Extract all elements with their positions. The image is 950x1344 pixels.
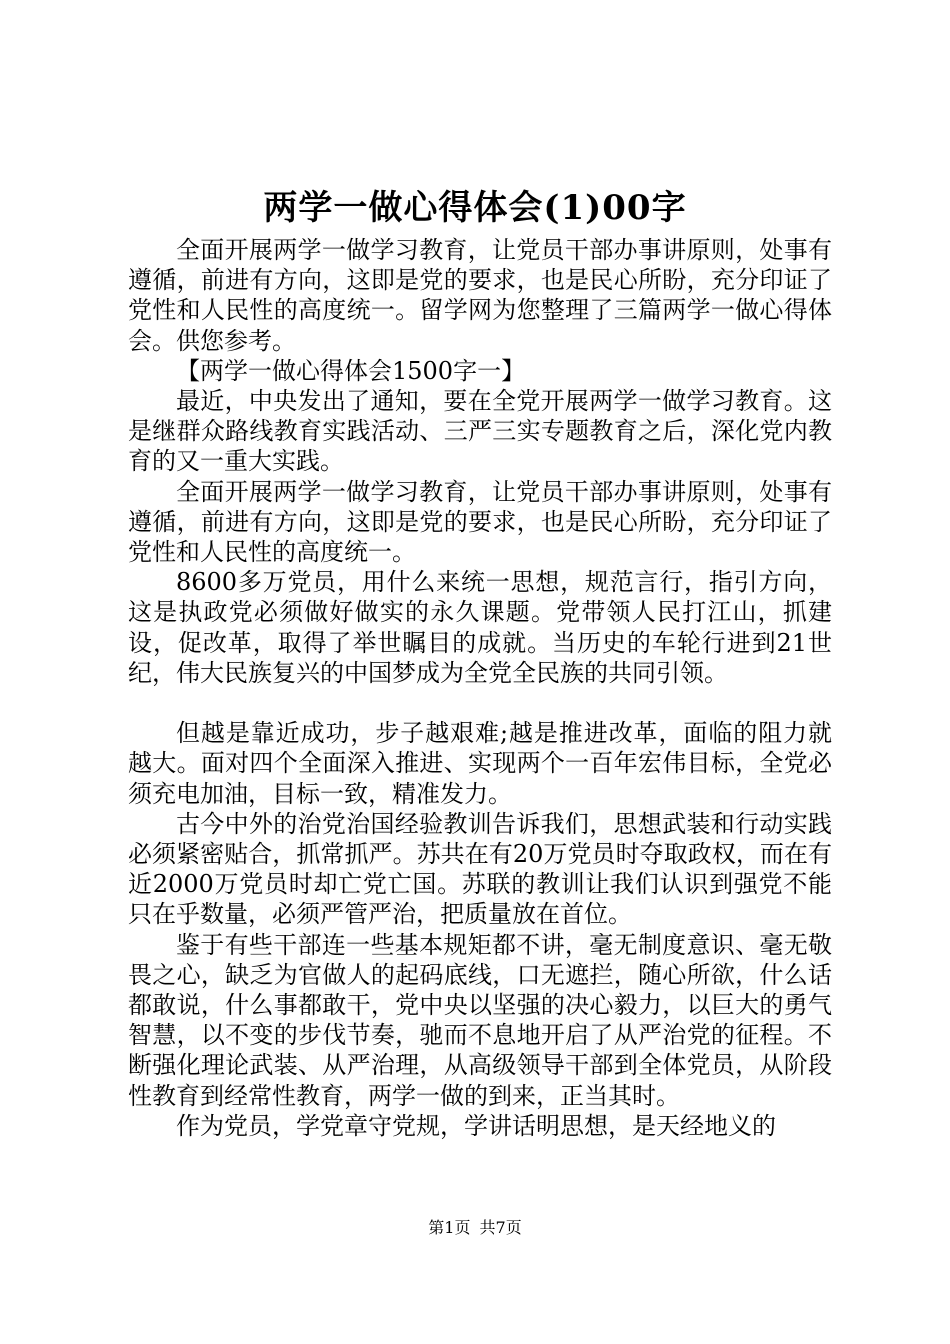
- paragraph: 作为党员，学党章守党规，学讲话明思想，是天经地义的: [176, 1111, 776, 1140]
- page-total: 共7页: [479, 1218, 522, 1237]
- paragraph: 但越是靠近成功，步子越艰难;越是推进改革，面临的阻力就越大。面对四个全面深入推进、实现两个一百年宏伟目标，全党必须充电加油，目标一致，精准发力。: [128, 719, 832, 808]
- section-heading: 【两学一做心得体会1500字一】: [176, 356, 526, 385]
- paragraph: 最近，中央发出了通知，要在全党开展两学一做学习教育。这是继群众路线教育实践活动、三严三实专题教育之后，深化党内教育的又一重大实践。: [128, 387, 832, 476]
- paragraph: 古今中外的治党治国经验教训告诉我们，思想武装和行动实践必须紧密贴合，抓常抓严。苏共在有20万党员时夺取政权，而在有近2000万党员时却亡党亡国。苏联的教训让我们认识到强党不能只在乎数量，必须严管严治，把质量放在首位。: [128, 809, 832, 929]
- page-number: 第1页: [428, 1218, 471, 1237]
- document-title: 两学一做心得体会(1)00字: [263, 188, 687, 228]
- page-footer: [0, 1218, 950, 1238]
- document-body: [128, 235, 832, 1141]
- paragraph-intro: 全面开展两学一做学习教育，让党员干部办事讲原则，处事有遵循，前进有方向，这即是党的要求，也是民心所盼，充分印证了党性和人民性的高度统一。留学网为您整理了三篇两学一做心得体会。供您参考。: [128, 236, 832, 355]
- paragraph: 鉴于有些干部连一些基本规矩都不讲，毫无制度意识、毫无敬畏之心，缺乏为官做人的起码底线，口无遮拦，随心所欲，什么话都敢说，什么事都敢干，党中央以坚强的决心毅力，以巨大的勇气智慧，以不变的步伐节奏，驰而不息地开启了从严治党的征程。不断强化理论武装、从严治理，从高级领导干部到全体党员，从阶段性教育到经常性教育，两学一做的到来，正当其时。: [128, 930, 832, 1110]
- paragraph: 8600多万党员，用什么来统一思想，规范言行，指引方向，这是执政党必须做好做实的永久课题。党带领人民打江山，抓建设，促改革，取得了举世瞩目的成就。当历史的车轮行进到21世纪，伟大民族复兴的中国梦成为全党全民族的共同引领。: [128, 568, 832, 687]
- paragraph: 全面开展两学一做学习教育，让党员干部办事讲原则，处事有遵循，前进有方向，这即是党的要求，也是民心所盼，充分印证了党性和人民性的高度统一。: [128, 477, 832, 567]
